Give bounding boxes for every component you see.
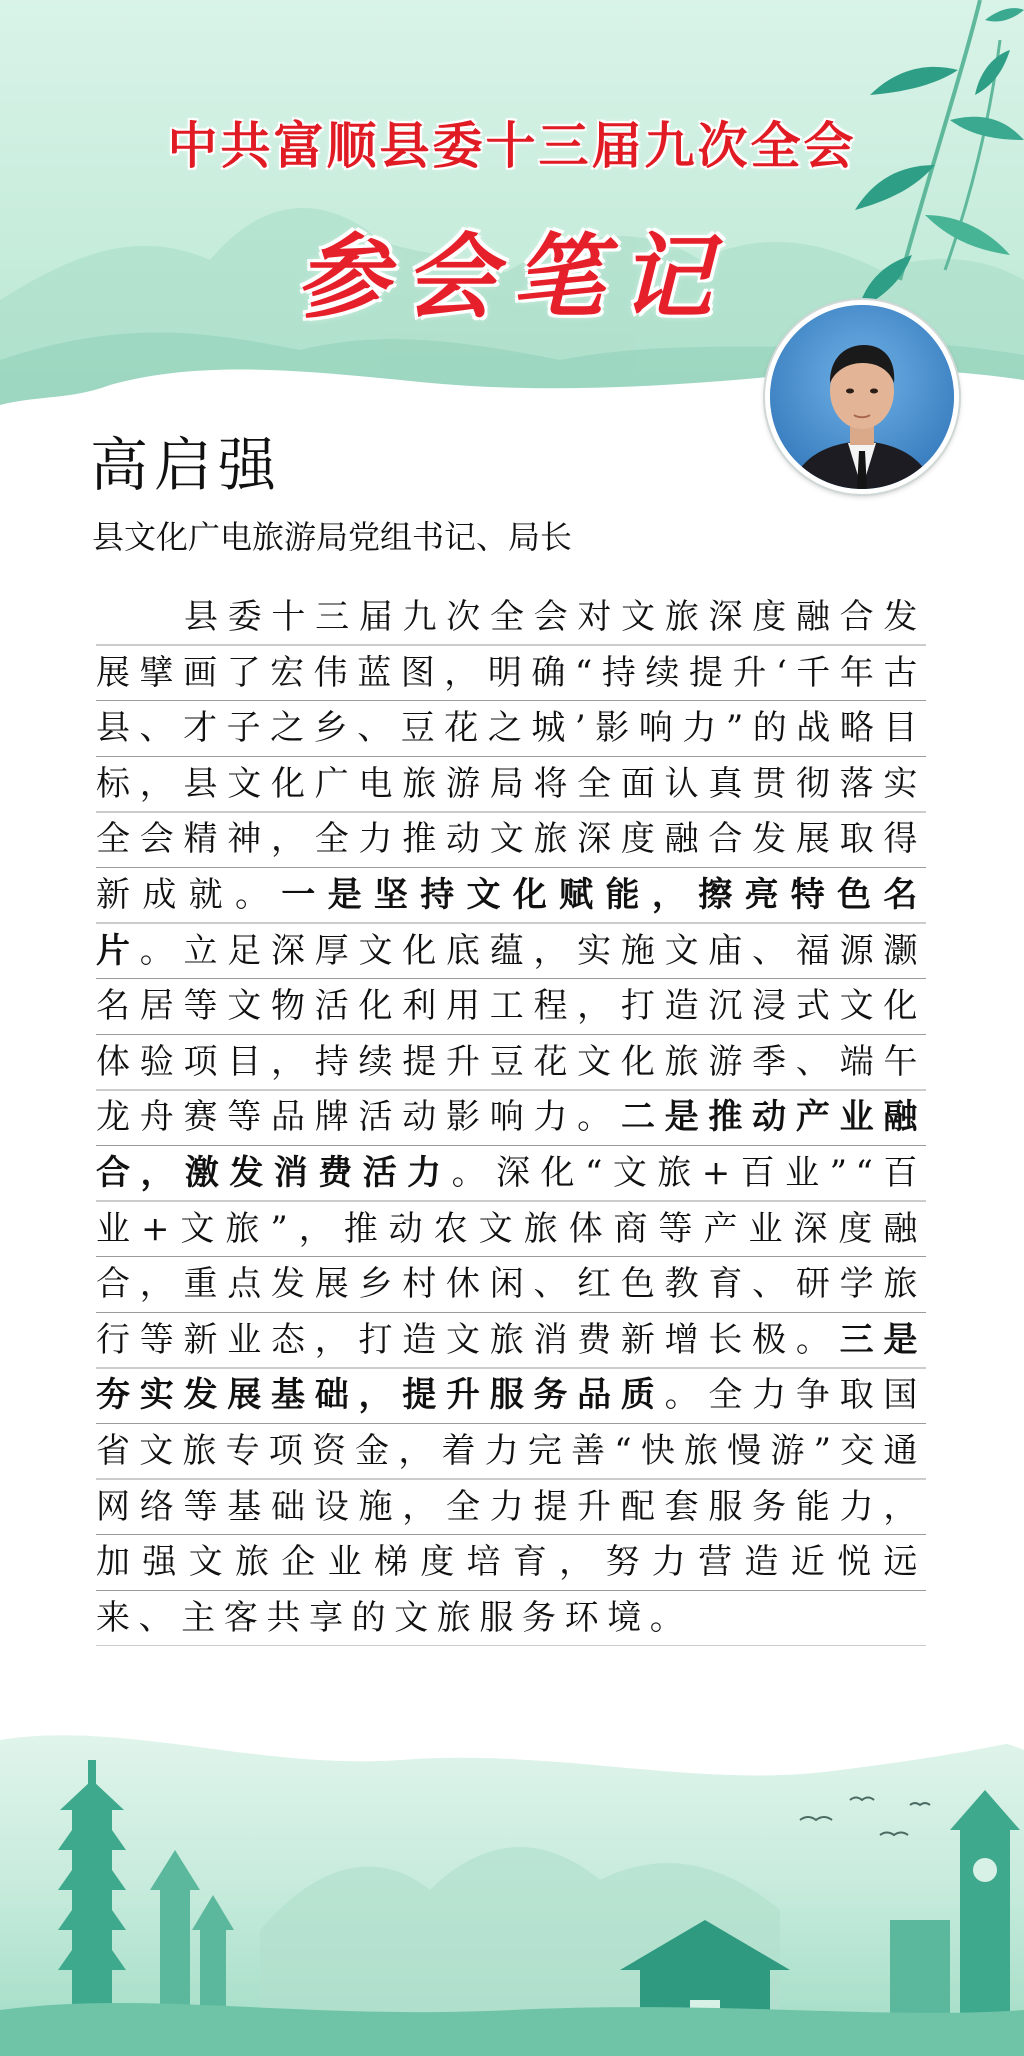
avatar [765,300,959,494]
point-two-body: 。深化“文旅+百业”“百业+文旅”，推动农文旅体商等产业深度融合，重点发展乡村休闲、红色教育、研学旅行等新业态，打造文旅消费新增长极。 [96,1152,926,1360]
point-three-heading: 三是夯实发展基础，提升服务品质 [96,1319,927,1416]
person-name: 高启强 [90,431,283,499]
point-two-heading: 二是推动产业融合，激发消费活力 [96,1097,927,1193]
point-three-body: 。全力争取国省文旅专项资金，着力完善“快旅慢游”交通网络等基础设施，全力提升配套服务能力，加强文旅企业梯度培育，努力营造近悦远来、主客共享的文旅服务环境。 [96,1375,926,1638]
article-body [96,590,926,1646]
article-intro: 县委十三届九次全会对文旅深度融合发展擘画了宏伟蓝图，明确“持续提升‘千年古县、才子之乡、豆花之城’影响力”的战略目标，县文化广电旅游局将全面认真贯彻落实全会精神，全力推动文旅深度融合发展取得新成就。 [96,597,926,915]
point-one-body: 。立足深厚文化底蕴，实施文庙、福源灏名居等文物活化利用工程，打造沉浸式文化体验项目，持续提升豆花文化旅游季、端午龙舟赛等品牌活动影响力。 [96,930,926,1138]
meeting-title: 中共富顺县委十三届九次全会 [167,116,857,175]
person-position: 县文化广电旅游局党组书记、局长 [92,518,573,556]
notes-subtitle: 参会笔记 [295,223,728,331]
point-one-heading: 一是坚持文化赋能，擦亮特色名片 [96,874,926,971]
footer-landscape [0,1680,1024,2056]
